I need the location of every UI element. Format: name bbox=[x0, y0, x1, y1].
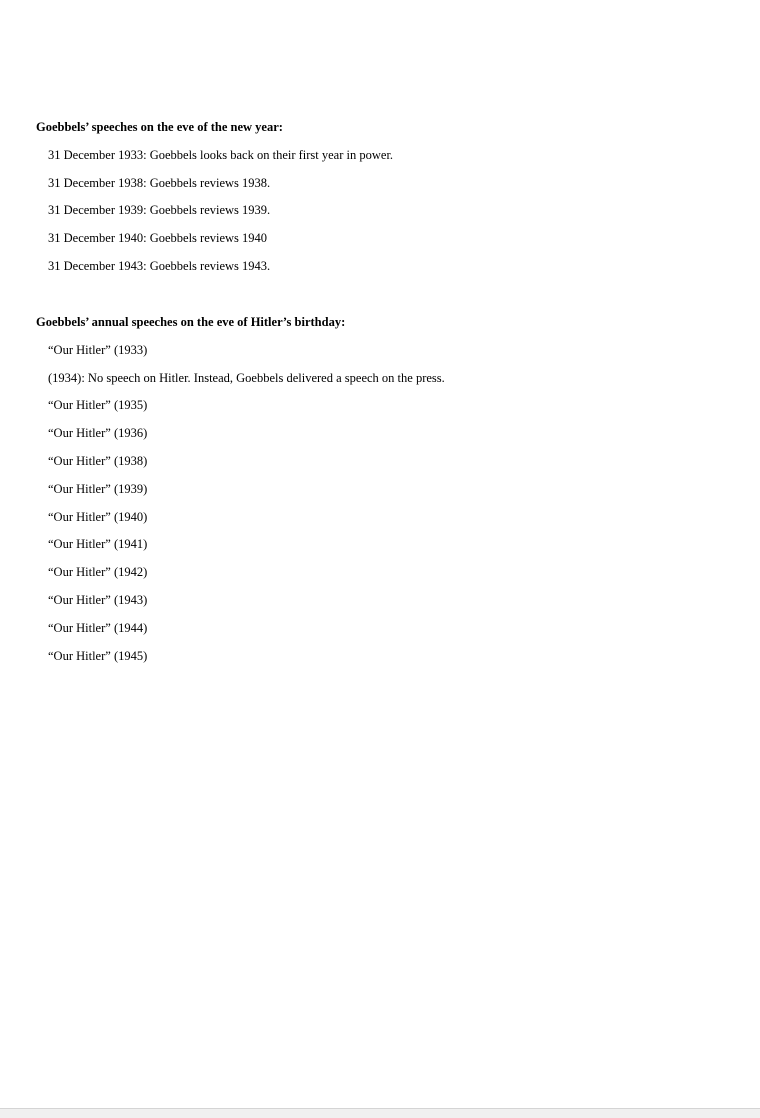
list-item: 31 December 1938: Goebbels reviews 1938. bbox=[48, 175, 271, 190]
speech-list bbox=[36, 341, 736, 665]
new-year-speeches-section bbox=[36, 118, 736, 275]
list-item: “Our Hitler” (1945) bbox=[48, 648, 148, 663]
list-item: “Our Hitler” (1938) bbox=[48, 453, 148, 468]
list-item: “Our Hitler” (1935) bbox=[48, 398, 148, 413]
list-item: “Our Hitler” (1936) bbox=[48, 426, 148, 441]
list-item: 31 December 1940: Goebbels reviews 1940 bbox=[48, 231, 268, 246]
list-item: “Our Hitler” (1939) bbox=[48, 481, 148, 496]
section-heading: Goebbels’ speeches on the eve of the new year: bbox=[36, 120, 283, 134]
birthday-speeches-section bbox=[36, 313, 736, 665]
list-item: “Our Hitler” (1942) bbox=[48, 565, 148, 580]
list-item: 31 December 1939: Goebbels reviews 1939. bbox=[48, 203, 271, 218]
viewer-bottom-edge bbox=[0, 1108, 760, 1118]
list-item: (1934): No speech on Hitler. Instead, Goebbels delivered a speech on the press. bbox=[48, 370, 445, 385]
list-item: 31 December 1933: Goebbels looks back on their first year in power. bbox=[48, 147, 394, 162]
list-item: “Our Hitler” (1943) bbox=[48, 592, 148, 607]
list-item: “Our Hitler” (1941) bbox=[48, 537, 148, 552]
list-item: “Our Hitler” (1940) bbox=[48, 509, 148, 524]
list-item: “Our Hitler” (1933) bbox=[48, 342, 148, 357]
list-item: “Our Hitler” (1944) bbox=[48, 620, 148, 635]
list-item: 31 December 1943: Goebbels reviews 1943. bbox=[48, 258, 271, 273]
section-heading: Goebbels’ annual speeches on the eve of Hitler’s birthday: bbox=[36, 315, 346, 329]
speech-list bbox=[36, 146, 736, 275]
